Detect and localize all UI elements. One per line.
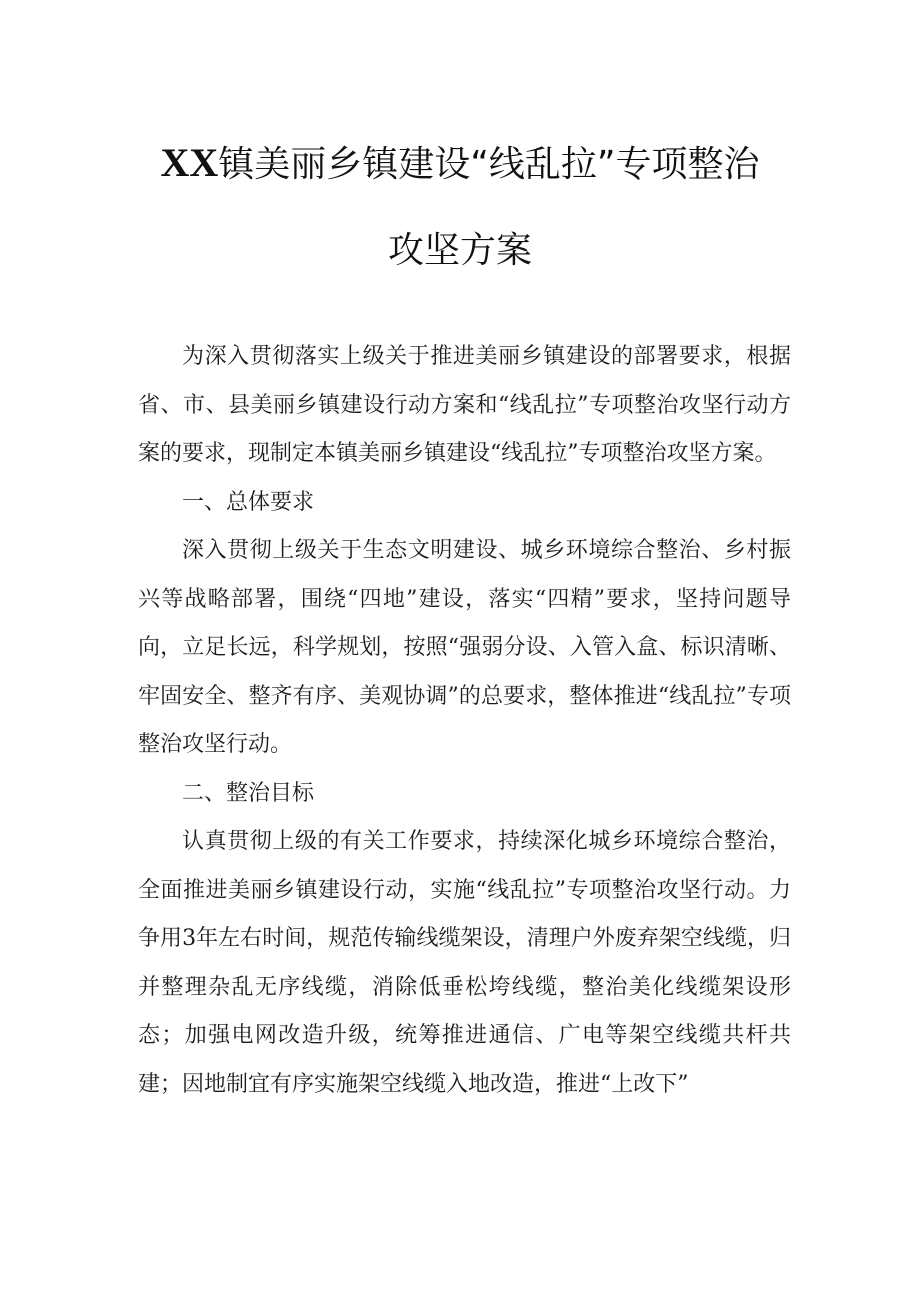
title-line-1-text: 镇美丽乡镇建设“线乱拉”专项整治 [218,144,760,185]
document-title-line-1 [0,136,920,187]
title-prefix: XX [160,140,219,185]
section-heading-general-requirements: 一、总体要求 [182,489,315,515]
goals-paragraph: 认真贯彻上级的有关工作要求，持续深化城乡环境综合整治，全面推进美丽乡镇建设行动，实施“线乱拉”专项整治攻坚行动。力争用3年左右时间，规范传输线缆架设，清理户外废弃架空线缆，归并整理杂乱无序线缆，消除低垂松垮线缆，整治美化线缆架设形态；加强电网改造升级，统筹推进通信、广电等架空线缆共杆共建；因地制宜有序实施架空线缆入地改造，推进“上改下” [138,829,791,1097]
general-requirements-paragraph: 深入贯彻上级关于生态文明建设、城乡环境综合整治、乡村振兴等战略部署，围绕“四地”建设，落实“四精”要求，坚持问题导向，立足长远，科学规划，按照“强弱分设、入管入盒、标识清晰、牢固安全、整齐有序、美观协调”的总要求，整体推进“线乱拉”专项整治攻坚行动。 [138,538,791,757]
intro-paragraph: 为深入贯彻落实上级关于推进美丽乡镇建设的部署要求，根据省、市、县美丽乡镇建设行动方案和“线乱拉”专项整治攻坚行动方案的要求，现制定本镇美丽乡镇建设“线乱拉”专项整治攻坚方案。 [138,344,791,466]
document-body [138,333,791,1109]
section-heading-goals: 二、整治目标 [182,780,315,806]
document-title-line-2: 攻坚方案 [387,230,532,271]
